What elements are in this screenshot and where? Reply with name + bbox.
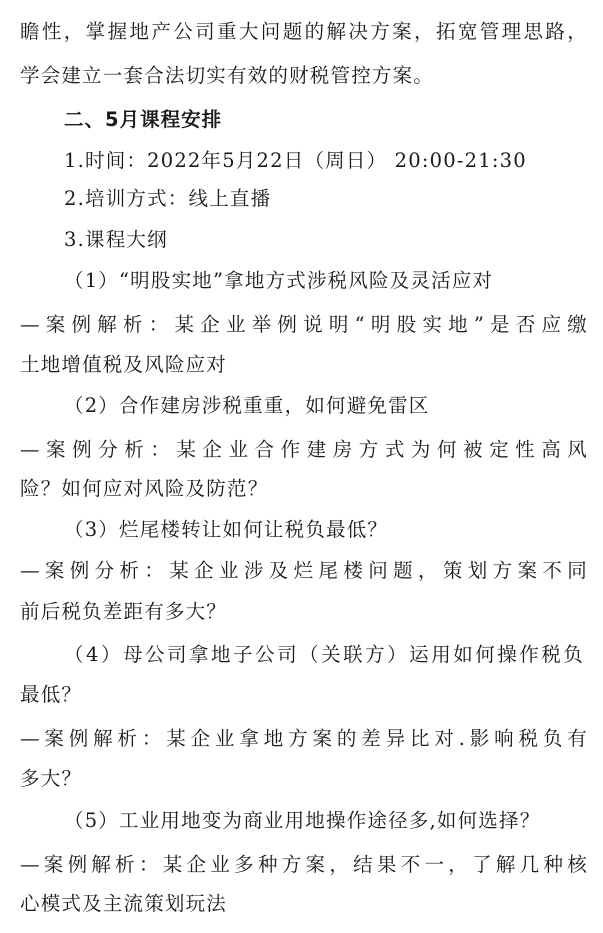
outline-heading: 3.课程大纲 — [64, 228, 168, 251]
outline-item-1-title: （1）“明股实地”拿地方式涉税风险及灵活应对 — [64, 269, 494, 292]
intro-text-line-1: 瞻性，掌握地产公司重大问题的解决方案，拓宽管理思路， — [20, 20, 588, 43]
outline-item-2-case-line-2: 险？如何应对风险及防范？ — [20, 477, 269, 500]
outline-item-3-case-line-2: 前后税负差距有多大？ — [20, 600, 228, 623]
outline-item-5-case-line-1: —案例解析：某企业多种方案，结果不一，了解几种核 — [20, 853, 588, 876]
outline-item-3-case-line-1: —案例分析：某企业涉及烂尾楼问题，策划方案不同 — [20, 559, 588, 582]
outline-item-1-case-line-1: —案例解析：某企业举例说明“明股实地”是否应缴 — [20, 313, 588, 336]
outline-item-5-title: （5）工业用地变为商业用地操作途径多,如何选择？ — [64, 809, 541, 832]
outline-item-1-case-line-2: 土地增值税及风险应对 — [20, 353, 228, 376]
outline-item-4-case-line-2: 多大？ — [20, 767, 83, 790]
schedule-time: 1.时间：2022年5月22日（周日） 20:00-21:30 — [64, 149, 527, 172]
outline-item-2-title: （2）合作建房涉税重重，如何避免雷区 — [64, 394, 430, 417]
section-heading: 二、5月课程安排 — [64, 108, 223, 131]
intro-text-line-2: 学会建立一套合法切实有效的财税管控方案。 — [20, 64, 435, 87]
outline-item-4-case-line-1: —案例解析：某企业拿地方案的差异比对.影响税负有 — [20, 727, 588, 750]
outline-item-2-case-line-1: —案例分析：某企业合作建房方式为何被定性高风 — [20, 438, 588, 461]
training-method: 2.培训方式：线上直播 — [64, 187, 272, 210]
outline-item-3-title: （3）烂尾楼转让如何让税负最低？ — [64, 518, 389, 541]
outline-item-4-title-line-1: （4）母公司拿地子公司（关联方）运用如何操作税负 — [64, 643, 584, 666]
outline-item-4-title-line-2: 最低？ — [20, 683, 83, 706]
outline-item-5-case-line-2: 心模式及主流策划玩法 — [20, 892, 228, 915]
